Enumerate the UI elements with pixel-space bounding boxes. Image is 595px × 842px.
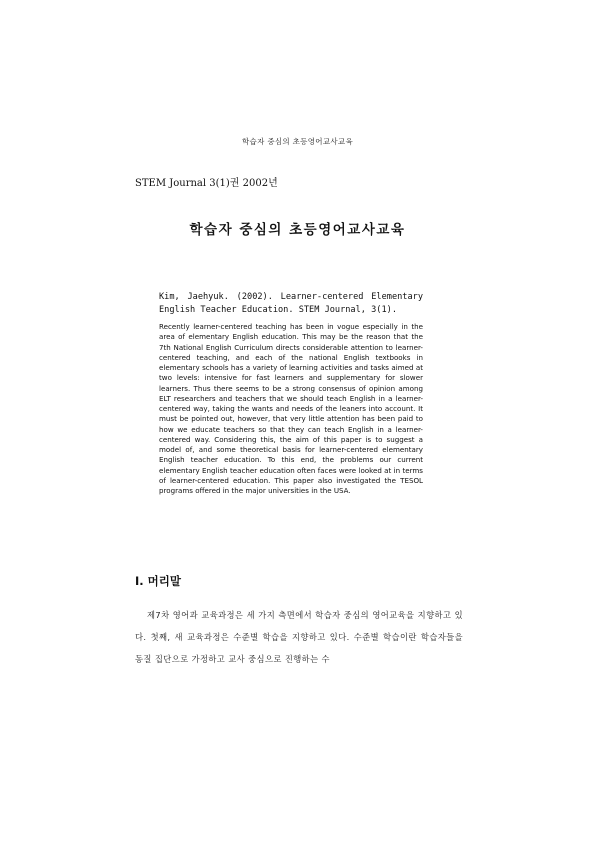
- running-header: 학습자 중심의 초등영어교사교육: [242, 137, 353, 146]
- journal-info: STEM Journal 3(1)권 2002년: [135, 178, 278, 189]
- body-paragraph: 제7차 영어과 교육과정은 세 가지 측면에서 학습자 중심의 영어교육을 지향하고 있다. 첫째, 새 교육과정은 수준별 학습을 지향하고 있다. 수준별 학습이란 학습자들을 동질 집단으로 가정하고 교사 중심으로 진행하는 수: [135, 610, 463, 664]
- abstract: Recently learner-centered teaching has been in vogue especially in the area of elementary English education. This may be the reason that the 7th National English Curriculum directs considerable attention to learner-centered teaching, and each of the national English textbooks in elementary schools has a variety of learning activities and tasks aimed at two levels: intensive for fast learners and supplementary for slower learners. Thus there seems to be a strong consensus of opinion among ELT researchers and teachers that we should teach English in a learner-centered way, taking the wants and needs of the leaners into account. It must be pointed out, however, that very little attention has been paid to how we educate teachers so that they can teach English in a learner-centered way. Considering this, the aim of this paper is to suggest a model of, and some theoretical basis for learner-centered elementary English teacher education. To this end, the problems our current elementary English teacher education often faces were looked at in terms of learner-centered education. This paper also investigated the TESOL programs offered in the major universities in the USA.: [159, 322, 423, 495]
- citation: Kim, Jaehyuk. (2002). Learner-centered Elementary English Teacher Education. STEM Journal, 3(1).: [159, 292, 423, 315]
- paper-title: 학습자 중심의 초등영어교사교육: [189, 222, 406, 238]
- section-heading: Ⅰ. 머리말: [135, 574, 181, 588]
